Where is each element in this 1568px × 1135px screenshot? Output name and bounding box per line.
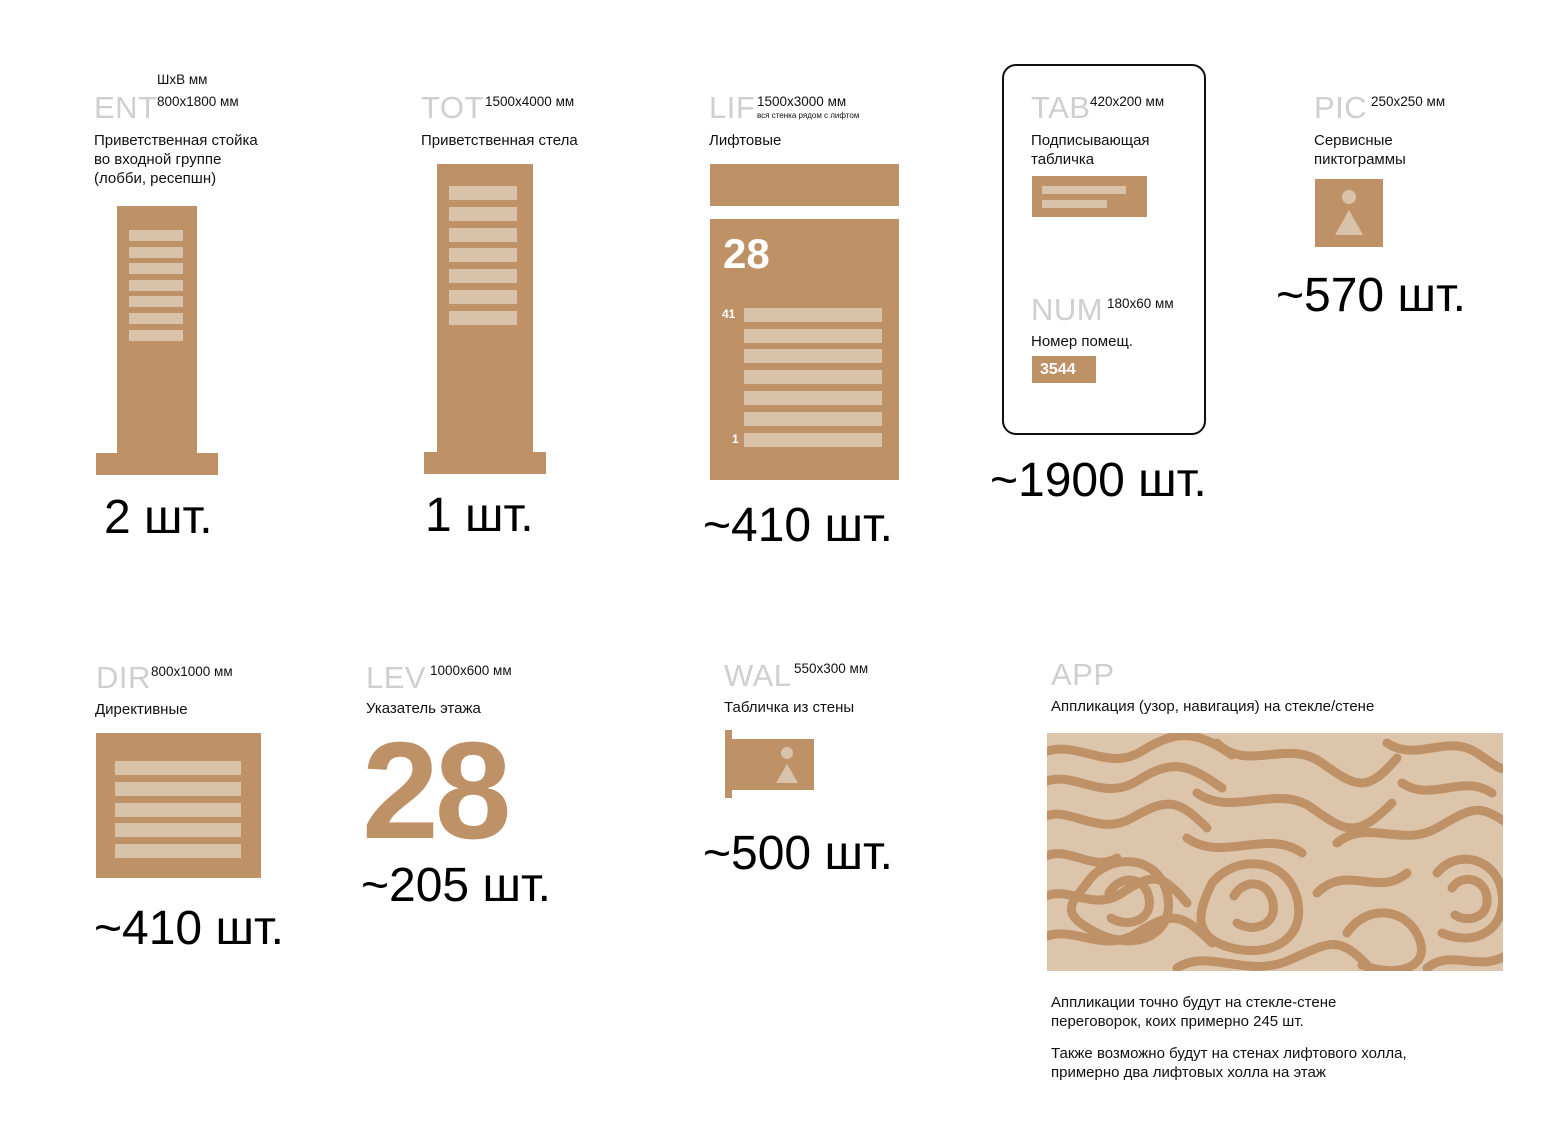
wal-description: Табличка из стены: [724, 699, 855, 716]
wal-dims: 550x300 мм: [794, 661, 869, 676]
tab-num-quantity: ~1900 шт.: [990, 454, 1207, 507]
num-plate-number: 3544: [1040, 361, 1076, 378]
ent-code: ENT: [94, 90, 158, 125]
lif-floor-top: 41: [722, 307, 736, 321]
tot-quantity: 1 шт.: [425, 489, 534, 542]
dir-directional-sign-illustration: [96, 733, 261, 878]
dir-code: DIR: [96, 660, 151, 695]
pic-quantity: ~570 шт.: [1276, 269, 1466, 322]
app-note-elevator-halls: Также возможно будут на стенах лифтового холла, примерно два лифтовых холла на этаж: [1051, 1045, 1407, 1081]
tab-code: TAB: [1031, 90, 1091, 125]
lev-code: LEV: [366, 660, 427, 695]
lif-dims-note: вся стенка рядом с лифтом: [757, 111, 860, 120]
wal-quantity: ~500 шт.: [703, 827, 893, 880]
lev-floor-number: 28: [362, 714, 508, 868]
app-note-glass-walls: Аппликации точно будут на стекле-стене переговорок, коих примерно 245 шт.: [1051, 994, 1337, 1030]
lev-dims: 1000x600 мм: [430, 663, 512, 678]
tab-dims: 420x200 мм: [1090, 94, 1165, 109]
lif-floor-bottom: 1: [732, 432, 739, 446]
lif-code: LIF: [709, 90, 756, 125]
tot-description: Приветственная стела: [421, 132, 578, 149]
person-icon: [732, 739, 814, 790]
num-dims: 180x60 мм: [1107, 296, 1174, 311]
dir-quantity: ~410 шт.: [94, 902, 284, 955]
lev-description: Указатель этажа: [366, 700, 481, 717]
ent-description: Приветственная стойка во входной группе (лобби, ресепшн): [94, 132, 258, 187]
zebra-pattern: [1047, 733, 1503, 971]
tab-sign-illustration: [1032, 176, 1147, 217]
lif-elevator-panel-illustration: [710, 219, 899, 480]
app-zebra-pattern-illustration: [1047, 733, 1503, 971]
dir-description: Директивные: [95, 701, 188, 718]
ent-reception-stand-illustration: [96, 206, 218, 476]
app-code: APP: [1051, 657, 1115, 692]
tot-stele-illustration: [424, 164, 546, 476]
wal-code: WAL: [724, 658, 792, 693]
dir-dims: 800x1000 мм: [151, 664, 233, 679]
tot-code: TOT: [421, 90, 484, 125]
pic-description: Сервисные пиктограммы: [1314, 132, 1406, 168]
lif-dims: 1500x3000 мм: [757, 94, 847, 109]
lif-floor-number: 28: [723, 230, 770, 277]
pic-code: PIC: [1314, 90, 1368, 125]
tab-description: Подписывающая табличка: [1031, 132, 1150, 168]
wal-wall-sign-illustration: [725, 730, 815, 798]
pic-pictogram-illustration: [1315, 179, 1383, 247]
num-plate-illustration: [1032, 356, 1096, 383]
ent-dims: 800x1800 мм: [157, 94, 239, 109]
lif-description: Лифтовые: [709, 132, 782, 149]
lif-header-panel: [710, 164, 899, 206]
num-description: Номер помещ.: [1031, 333, 1133, 350]
lif-quantity: ~410 шт.: [703, 499, 893, 552]
num-code: NUM: [1031, 292, 1104, 327]
ent-quantity: 2 шт.: [104, 491, 213, 544]
app-description: Аппликация (узор, навигация) на стекле/стене: [1051, 698, 1375, 715]
pic-dims: 250x250 мм: [1371, 94, 1446, 109]
tot-dims: 1500x4000 мм: [485, 94, 575, 109]
lev-quantity: ~205 шт.: [361, 859, 551, 912]
person-icon: [1315, 179, 1383, 247]
unit-label: ШхВ мм: [157, 72, 208, 87]
